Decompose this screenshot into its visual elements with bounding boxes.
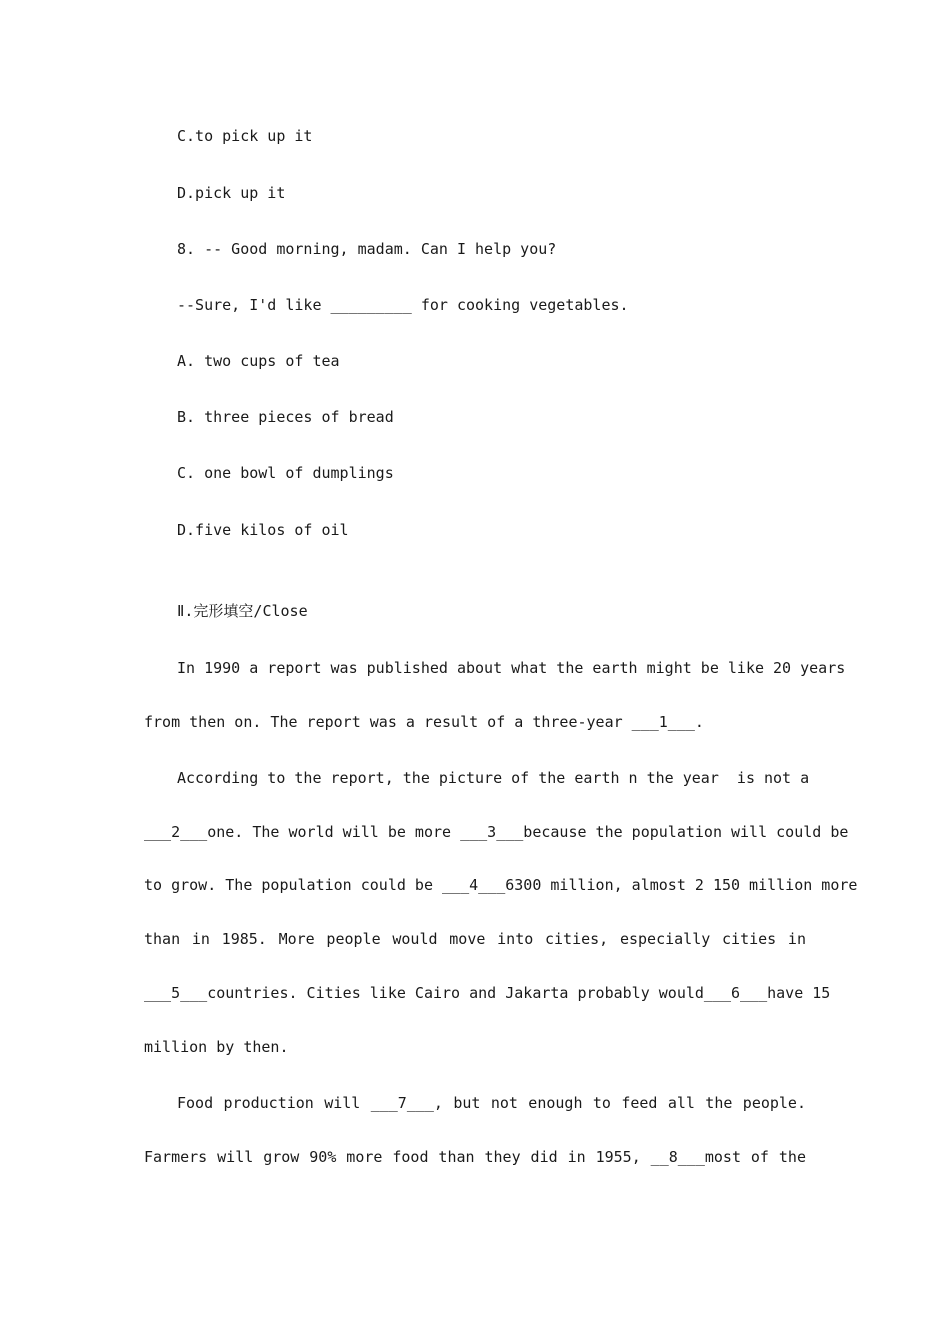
q8-option-b: B. three pieces of bread xyxy=(177,408,394,426)
question-8: 8. -- Good morning, madam. Can I help you? xyxy=(177,240,557,258)
passage-line: than in 1985. More people would move into cities, especially cities in xyxy=(144,930,806,948)
passage-line: In 1990 a report was published about what the earth might be like 20 years xyxy=(177,659,846,677)
passage-line: Food production will ___7___, but not enough to feed all the people. xyxy=(177,1094,806,1112)
option-d: D.pick up it xyxy=(177,184,286,202)
passage-line: Farmers will grow 90% more food than they did in 1955, __8___most of the xyxy=(144,1148,806,1166)
q8-option-a: A. two cups of tea xyxy=(177,352,340,370)
q8-option-d: D.five kilos of oil xyxy=(177,521,349,539)
section-heading: Ⅱ.完形填空/Close xyxy=(177,602,308,620)
passage-line: million by then. xyxy=(144,1038,289,1056)
question-8-answer-line: --Sure, I'd like _________ for cooking vegetables. xyxy=(177,296,629,314)
passage-line: According to the report, the picture of the earth n the year is not a xyxy=(177,769,810,787)
q8-option-c: C. one bowl of dumplings xyxy=(177,464,394,482)
passage-line: ___5___countries. Cities like Cairo and Jakarta probably would___6___have 15 xyxy=(144,984,831,1002)
passage-line: from then on. The report was a result of a three-year ___1___. xyxy=(144,713,704,731)
passage-line: ___2___one. The world will be more ___3___because the population will could be xyxy=(144,823,849,841)
passage-line: to grow. The population could be ___4___6300 million, almost 2 150 million more xyxy=(144,876,858,894)
option-c: C.to pick up it xyxy=(177,127,313,145)
